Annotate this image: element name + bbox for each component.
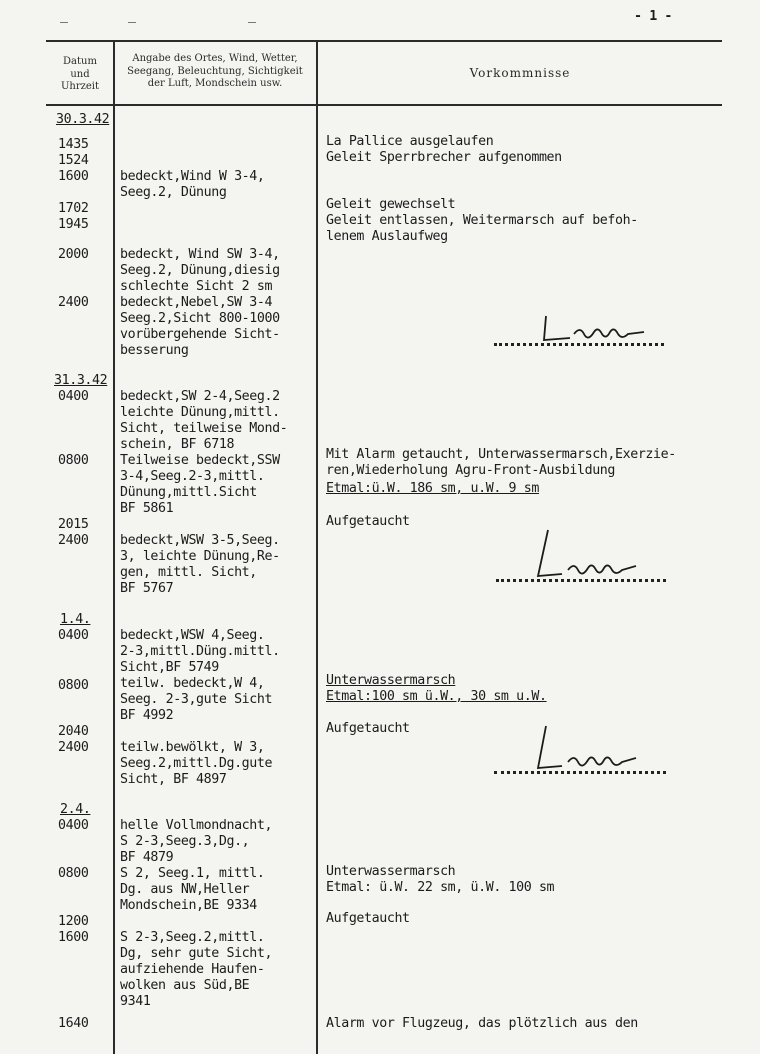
time: 0400 xyxy=(58,628,89,643)
conditions: 9341 xyxy=(120,994,151,1009)
date-heading: 30.3.42 xyxy=(56,112,110,127)
event: Geleit gewechselt xyxy=(326,197,456,212)
time: 1524 xyxy=(58,153,89,168)
conditions: teilw.bewölkt, W 3, xyxy=(120,740,265,755)
conditions: gen, mittl. Sicht, xyxy=(120,565,257,580)
conditions: Seeg.2, Dünung xyxy=(120,185,227,200)
header-conditions: Angabe des Ortes, Wind, Wetter, Seegang, Beleuchtung, Sichtigkeit der Luft, Mondschein usw. xyxy=(127,53,303,89)
conditions: besserung xyxy=(120,343,189,358)
time: 0400 xyxy=(58,818,89,833)
event: lenem Auslaufweg xyxy=(326,229,448,244)
conditions: vorübergehende Sicht- xyxy=(120,327,280,342)
conditions: Sicht, teilweise Mond- xyxy=(120,421,288,436)
time: 1702 xyxy=(58,201,89,216)
event: Mit Alarm getaucht, Unterwassermarsch,Exerzie- xyxy=(326,447,676,462)
conditions: helle Vollmondnacht, xyxy=(120,818,273,833)
conditions: Dünung,mittl.Sicht xyxy=(120,485,257,500)
time: 0800 xyxy=(58,453,89,468)
date-heading: 1.4. xyxy=(60,612,91,627)
conditions: 3-4,Seeg.2-3,mittl. xyxy=(120,469,265,484)
conditions: bedeckt,SW 2-4,Seeg.2 xyxy=(120,389,280,404)
conditions: bedeckt,WSW 3-5,Seeg. xyxy=(120,533,280,548)
conditions: teilw. bedeckt,W 4, xyxy=(120,676,265,691)
event: Aufgetaucht xyxy=(326,911,410,926)
time: 1200 xyxy=(58,914,89,929)
conditions: schein, BF 6718 xyxy=(120,437,235,452)
conditions: Seeg. 2-3,gute Sicht xyxy=(120,692,273,707)
signature-line xyxy=(494,343,664,346)
conditions: Dg, sehr gute Sicht, xyxy=(120,946,273,961)
time: 2400 xyxy=(58,533,89,548)
conditions: 3, leichte Dünung,Re- xyxy=(120,549,280,564)
event: La Pallice ausgelaufen xyxy=(326,134,494,149)
conditions: Teilweise bedeckt,SSW xyxy=(120,453,280,468)
margin-mark xyxy=(248,22,256,23)
conditions: Seeg.2,Sicht 800-1000 xyxy=(120,311,280,326)
time: 1600 xyxy=(58,169,89,184)
event: Etmal:ü.W. 186 sm, u.W. 9 sm xyxy=(326,481,539,496)
conditions: Dg. aus NW,Heller xyxy=(120,882,250,897)
date-heading: 2.4. xyxy=(60,802,91,817)
conditions: Sicht, BF 4897 xyxy=(120,772,227,787)
event: Unterwassermarsch xyxy=(326,673,456,688)
table-top-rule xyxy=(46,40,722,42)
conditions: bedeckt,Wind W 3-4, xyxy=(120,169,265,184)
header-date-time: Datum und Uhrzeit xyxy=(60,56,100,92)
column-divider-1 xyxy=(113,40,115,1054)
event: Alarm vor Flugzeug, das plötzlich aus den xyxy=(326,1016,638,1031)
margin-mark xyxy=(128,22,136,23)
event: Etmal: ü.W. 22 sm, ü.W. 100 sm xyxy=(326,880,555,895)
header-events: Vorkommnisse xyxy=(469,66,571,80)
conditions: BF 5767 xyxy=(120,581,174,596)
conditions: S 2-3,Seeg.2,mittl. xyxy=(120,930,265,945)
conditions: BF 4992 xyxy=(120,708,174,723)
page-number: - 1 - xyxy=(634,9,673,24)
event: Aufgetaucht xyxy=(326,721,410,736)
conditions: BF 4879 xyxy=(120,850,174,865)
time: 2000 xyxy=(58,247,89,262)
signature-3 xyxy=(532,724,642,774)
time: 2015 xyxy=(58,517,89,532)
conditions: bedeckt,WSW 4,Seeg. xyxy=(120,628,265,643)
signature-1 xyxy=(540,312,650,344)
signature-line xyxy=(496,579,666,582)
event: Unterwassermarsch xyxy=(326,864,456,879)
time: 1640 xyxy=(58,1016,89,1031)
time: 1945 xyxy=(58,217,89,232)
column-divider-2 xyxy=(316,40,318,1054)
date-heading: 31.3.42 xyxy=(54,373,108,388)
conditions: bedeckt,Nebel,SW 3-4 xyxy=(120,295,273,310)
event: ren,Wiederholung Agru-Front-Ausbildung xyxy=(326,463,616,478)
margin-mark xyxy=(60,22,68,23)
conditions: wolken aus Süd,BE xyxy=(120,978,250,993)
event: Etmal:100 sm ü.W., 30 sm u.W. xyxy=(326,689,547,704)
conditions: Seeg.2,mittl.Dg.gute xyxy=(120,756,273,771)
conditions: Seeg.2, Dünung,diesig xyxy=(120,263,280,278)
conditions: S 2, Seeg.1, mittl. xyxy=(120,866,265,881)
conditions: S 2-3,Seeg.3,Dg., xyxy=(120,834,250,849)
time: 1600 xyxy=(58,930,89,945)
header-bottom-rule xyxy=(46,104,722,106)
conditions: schlechte Sicht 2 sm xyxy=(120,279,273,294)
conditions: Sicht,BF 5749 xyxy=(120,660,219,675)
time: 2400 xyxy=(58,295,89,310)
signature-2 xyxy=(532,528,642,582)
time: 2040 xyxy=(58,724,89,739)
time: 0400 xyxy=(58,389,89,404)
conditions: leichte Dünung,mittl. xyxy=(120,405,280,420)
signature-line xyxy=(494,771,666,774)
time: 1435 xyxy=(58,137,89,152)
conditions: BF 5861 xyxy=(120,501,174,516)
conditions: Mondschein,BE 9334 xyxy=(120,898,257,913)
conditions: 2-3,mittl.Düng.mittl. xyxy=(120,644,280,659)
time: 0800 xyxy=(58,678,89,693)
event: Geleit entlassen, Weitermarsch auf befoh- xyxy=(326,213,638,228)
time: 2400 xyxy=(58,740,89,755)
conditions: bedeckt, Wind SW 3-4, xyxy=(120,247,280,262)
event: Aufgetaucht xyxy=(326,514,410,529)
event: Geleit Sperrbrecher aufgenommen xyxy=(326,150,562,165)
time: 0800 xyxy=(58,866,89,881)
conditions: aufziehende Haufen- xyxy=(120,962,265,977)
